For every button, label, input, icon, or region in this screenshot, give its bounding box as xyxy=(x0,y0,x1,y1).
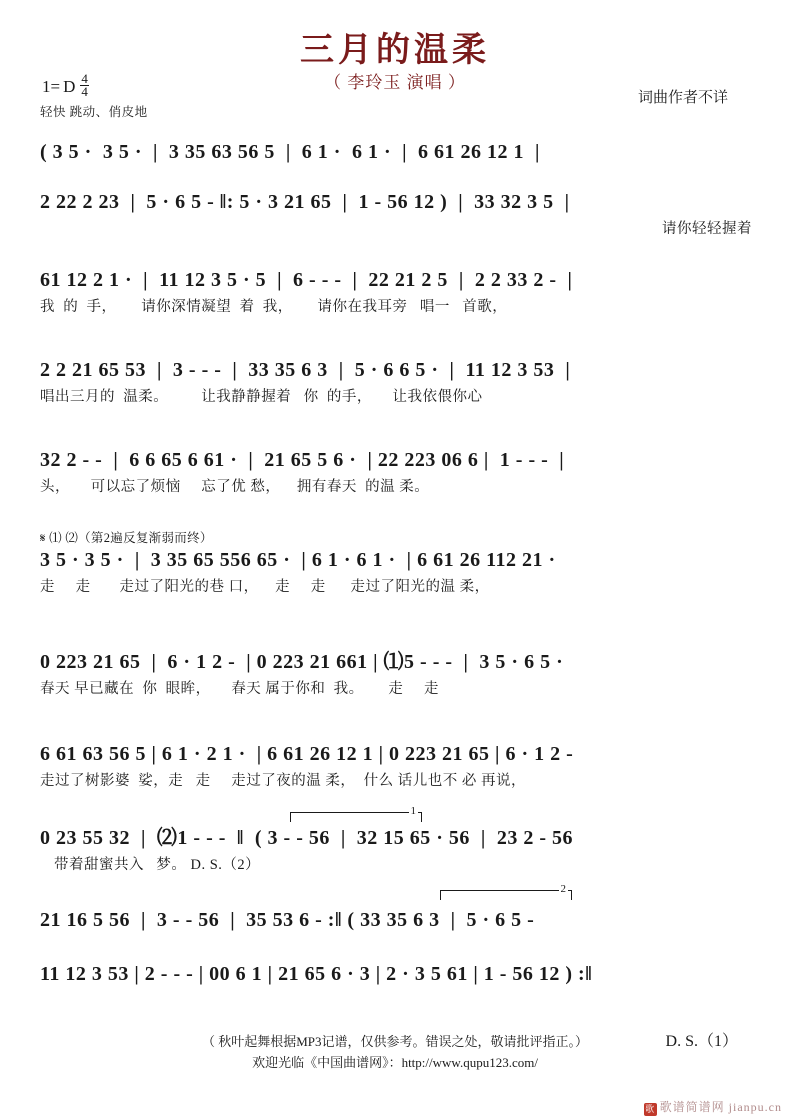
lyrics-row: 走 走 走过了阳光的巷 口， 走 走 走过了阳光的温 柔， xyxy=(40,579,490,595)
dal-segno-mark: D. S.（1） xyxy=(665,1033,738,1050)
watermark xyxy=(644,1098,782,1115)
music-system-4 xyxy=(40,358,752,406)
notes-row: 11 12 3 53 | 2 - - - | 00 6 1 | 21 65 6 · 3 | 2 · 3 5 61 | 1 - 56 12 ) :‖ xyxy=(40,963,593,985)
music-system-6 xyxy=(40,548,752,596)
notes-row: 3 5 · 3 5 · | 3 35 65 556 65 · | 6 1 · 6 1 · | 6 61 26 112 21 · xyxy=(40,549,556,571)
lyrics-row: 我 的 手， 请你深情凝望 着 我， 请你在我耳旁 唱一 首歌， xyxy=(40,299,508,315)
lyrics-row: 带着甜蜜共入 梦。 D. S.（2） xyxy=(54,857,261,873)
music-system-9 xyxy=(40,826,752,874)
key-signature xyxy=(42,71,89,100)
tempo-marking: 轻快 跳动、俏皮地 xyxy=(40,105,148,119)
meter-bottom: 4 xyxy=(81,84,88,100)
singer-name: （ 李玲玉 演唱 ） xyxy=(324,73,466,92)
lyrics-row: 走过了树影婆 娑，走 走 走过了夜的温 柔， 什么 话儿也不 必 再说， xyxy=(40,773,526,789)
music-system-1 xyxy=(40,140,752,167)
lyrics-row: 唱出三月的 温柔。 让我静静握着 你 的手， 让我依偎你心 xyxy=(40,389,483,405)
volta-bracket-1 xyxy=(290,805,422,822)
segno-text: 𝄋 ⑴ ⑵（第2遍反复渐弱而终） xyxy=(40,531,213,545)
lyrics-row: 春天 早已藏在 你 眼眸， 春天 属于你和 我。 走 走 xyxy=(40,681,439,697)
transcription-note: （ 秋叶起舞根据MP3记谱，仅供参考。错误之处，敬请批评指正。） xyxy=(201,1034,589,1049)
notes-row: 0 223 21 65 | 6 · 1 2 - | 0 223 21 661 | ⑴5 - - - | 3 5 · 6 5 · xyxy=(40,651,564,673)
volta-number-2: 2 xyxy=(560,883,566,895)
page-title: 三月的温柔 xyxy=(300,32,490,69)
music-system-8 xyxy=(40,742,752,790)
site-credit: 欢迎光临《中国曲谱网》：http://www.qupu123.com/ xyxy=(252,1055,538,1070)
music-system-2 xyxy=(40,190,752,238)
volta-number-1: 1 xyxy=(410,805,416,817)
notes-row: 2 2 21 65 53 | 3 - - - | 33 35 6 3 | 5 · 6 6 5 · | 11 12 3 53 | xyxy=(40,359,571,381)
segno-marking xyxy=(40,528,752,546)
lyrics-row: 请你轻轻握着 xyxy=(662,221,752,237)
meter-top: 4 xyxy=(81,71,88,86)
notes-row: 0 23 55 32 | ⑵1 - - - ‖ ( 3 - - 56 | 32 15 65 · 56 | 23 2 - 56 xyxy=(40,827,573,849)
author-credit: 词曲作者不详 xyxy=(637,90,728,106)
notes-row: 6 61 63 56 5 | 6 1 · 2 1 · | 6 61 26 12 1 | 0 223 21 65 | 6 · 1 2 - xyxy=(40,743,574,765)
notes-row: 2 22 2 23 | 5 · 6 5 - ‖: 5 · 3 21 65 | 1 - 56 12 ) | 33 32 3 5 | xyxy=(40,191,570,213)
watermark-badge-icon: 歌 xyxy=(645,1104,656,1114)
key-value: D xyxy=(63,76,76,96)
watermark-text: 歌谱简谱网 jianpu.cn xyxy=(659,1100,782,1114)
notes-row: 61 12 2 1 · | 11 12 3 5 · 5 | 6 - - - | 22 21 2 5 | 2 2 33 2 - | xyxy=(40,269,573,291)
notes-row: 32 2 - - | 6 6 65 6 61 · | 21 65 5 6 · | 22 223 06 6 | 1 - - - | xyxy=(40,449,565,471)
key-label: 1= xyxy=(42,76,61,96)
music-system-5 xyxy=(40,448,752,496)
music-system-10 xyxy=(40,908,752,935)
music-system-11 xyxy=(40,962,752,989)
music-system-3 xyxy=(40,268,752,316)
notes-row: ( 3 5 · 3 5 · | 3 35 63 56 5 | 6 1 · 6 1 · | 6 61 26 12 1 | xyxy=(40,141,540,163)
music-system-7 xyxy=(40,650,752,698)
time-signature xyxy=(80,73,89,99)
lyrics-row: 头， 可以忘了烦恼 忘了优 愁， 拥有春天 的温 柔。 xyxy=(40,479,430,495)
notes-row: 21 16 5 56 | 3 - - 56 | 35 53 6 - :‖ ( 33 35 6 3 | 5 · 6 5 - xyxy=(40,909,535,931)
volta-bracket-2 xyxy=(440,883,572,900)
